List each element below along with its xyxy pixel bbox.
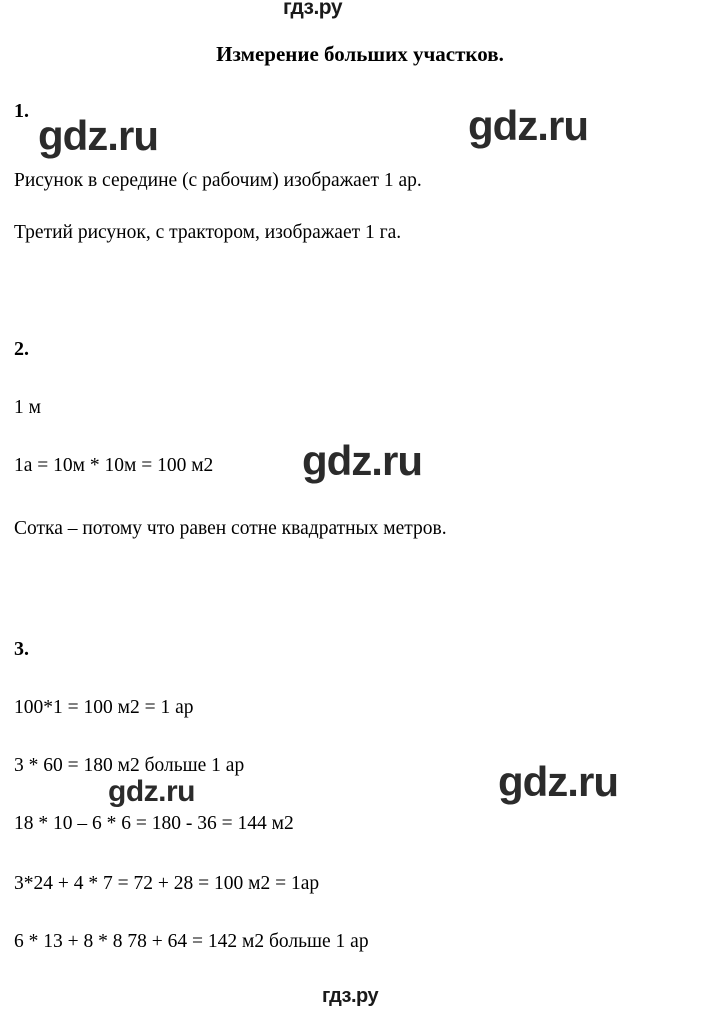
- task-3-line-2: 3 * 60 = 180 м2 больше 1 ар: [14, 755, 245, 776]
- task-1-line-2: Третий рисунок, с трактором, изображает 1 га.: [14, 222, 402, 243]
- task-3-line-4: 3*24 + 4 * 7 = 72 + 28 = 100 м2 = 1ар: [14, 873, 320, 894]
- task-3-line-3: 18 * 10 – 6 * 6 = 180 - 36 = 144 м2: [14, 813, 294, 834]
- watermark-1: gdz.ru: [38, 112, 158, 159]
- task-number-3: 3.: [14, 638, 29, 660]
- task-1-line-1: Рисунок в середине (с рабочим) изображает 1 ар.: [14, 170, 422, 191]
- site-logo-top[interactable]: гдз.ру: [283, 0, 343, 19]
- watermark-4: gdz.ru: [108, 775, 195, 808]
- task-number-1: 1.: [14, 100, 29, 122]
- task-2-line-1: 1 м: [14, 397, 41, 418]
- watermark-2: gdz.ru: [468, 102, 588, 149]
- task-2-line-2: 1а = 10м * 10м = 100 м2: [14, 455, 214, 476]
- task-3-line-5: 6 * 13 + 8 * 8 78 + 64 = 142 м2 больше 1 ар: [14, 931, 369, 952]
- watermark-5: gdz.ru: [498, 758, 618, 805]
- task-number-2: 2.: [14, 338, 29, 360]
- page-title: Измерение больших участков.: [216, 42, 504, 66]
- task-3-line-1: 100*1 = 100 м2 = 1 ар: [14, 697, 194, 718]
- task-2-line-3: Сотка – потому что равен сотне квадратных метров.: [14, 518, 447, 539]
- watermark-3: gdz.ru: [302, 437, 422, 484]
- site-logo-bottom[interactable]: гдз.ру: [322, 985, 379, 1007]
